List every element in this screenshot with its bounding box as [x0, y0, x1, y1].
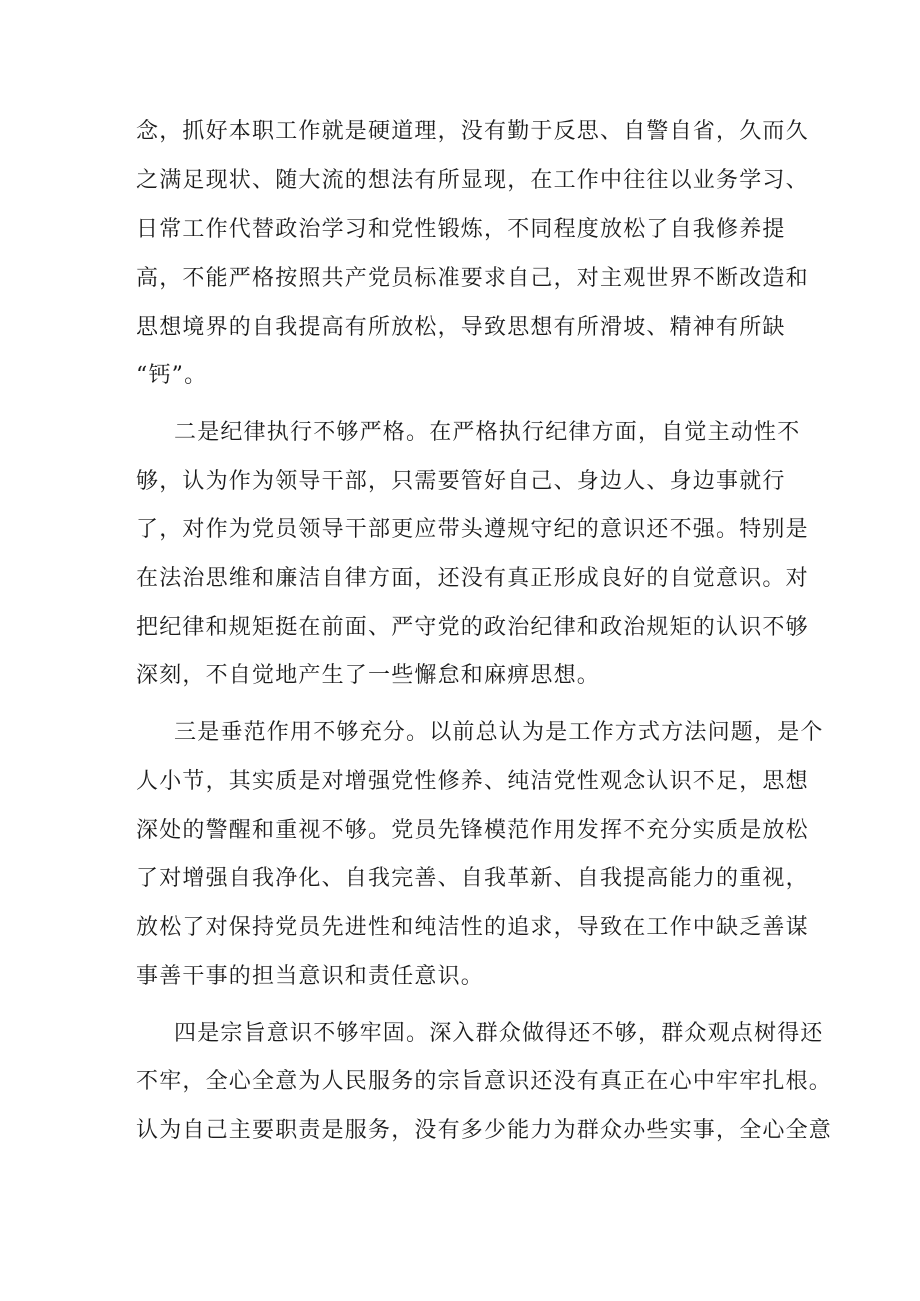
paragraph-1-line-1: 念，抓好本职工作就是硬道理，没有勤于反思、自警自省，久而久 — [136, 119, 809, 144]
paragraph-1-line-3: 日常工作代替政治学习和党性锻炼，不同程度放松了自我修养提 — [136, 217, 786, 242]
paragraph-2-line-2: 够，认为作为领导干部，只需要管好自己、身边人、身边事就行 — [136, 469, 786, 494]
paragraph-1-line-2: 之满足现状、随大流的想法有所显现，在工作中往往以业务学习、 — [136, 168, 809, 193]
paragraph-2-line-5: 把纪律和规矩挺在前面、严守党的政治纪律和政治规矩的认识不够 — [136, 615, 809, 640]
paragraph-2-line-1: 二是纪律执行不够严格。在严格执行纪律方面，自觉主动性不 — [174, 420, 801, 445]
paragraph-4-line-2: 不牢，全心全意为人民服务的宗旨意识还没有真正在心中牢牢扎根。 — [136, 1069, 833, 1094]
paragraph-4-line-3: 认为自己主要职责是服务，没有多少能力为群众办些实事，全心全意 — [136, 1118, 833, 1143]
paragraph-1-line-4: 高，不能严格按照共产党员标准要求自己，对主观世界不断改造和 — [136, 266, 809, 291]
paragraph-2-line-4: 在法治思维和廉洁自律方面，还没有真正形成良好的自觉意识。对 — [136, 566, 809, 591]
paragraph-3-line-2: 人小节，其实质是对增强党性修养、纯洁党性观念认识不足，思想 — [136, 769, 809, 794]
paragraph-4-line-1: 四是宗旨意识不够牢固。深入群众做得还不够，群众观点树得还 — [174, 1021, 824, 1046]
paragraph-3-line-5: 放松了对保持党员先进性和纯洁性的追求，导致在工作中缺乏善谋 — [136, 915, 809, 940]
paragraph-1-line-5: 思想境界的自我提高有所放松，导致思想有所滑坡、精神有所缺 — [136, 315, 786, 340]
paragraph-3-line-3: 深处的警醒和重视不够。党员先锋模范作用发挥不充分实质是放松 — [136, 818, 809, 843]
paragraph-3-line-1: 三是垂范作用不够充分。以前总认为是工作方式方法问题，是个 — [174, 720, 824, 745]
paragraph-1-line-6: “钙”。 — [136, 363, 208, 388]
paragraph-3-line-6: 事善干事的担当意识和责任意识。 — [136, 964, 485, 989]
paragraph-2-line-3: 了，对作为党员领导干部更应带头遵规守纪的意识还不强。特别是 — [136, 517, 809, 542]
paragraph-3-line-4: 了对增强自我净化、自我完善、自我革新、自我提高能力的重视， — [136, 866, 809, 891]
paragraph-2-line-6: 深刻，不自觉地产生了一些懈怠和麻痹思想。 — [136, 663, 601, 688]
